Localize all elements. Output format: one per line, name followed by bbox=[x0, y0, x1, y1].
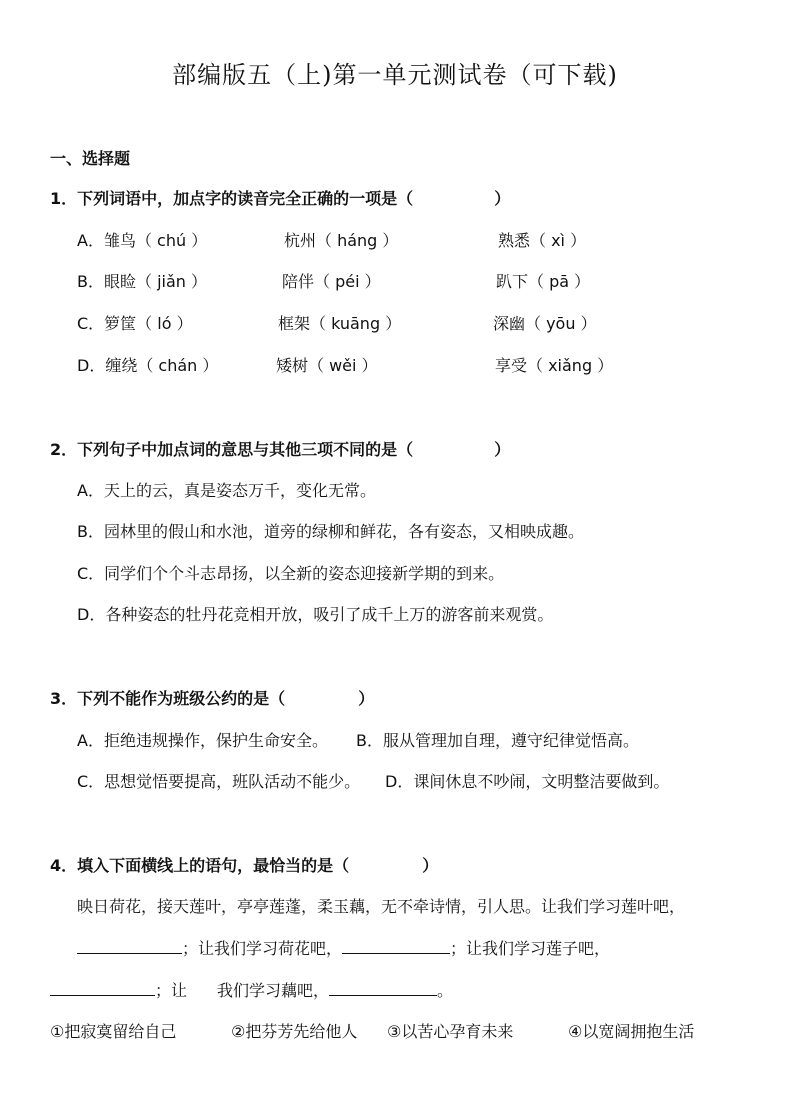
question-2-text: 2．下列句子中加点词的意思与其他三项不同的是（ bbox=[50, 440, 414, 459]
page-title: 部编版五（上)第一单元测试卷（可下载) bbox=[172, 61, 618, 89]
question-1-text: 1．下列词语中，加点字的读音完全正确的一项是（ bbox=[50, 189, 414, 208]
q1-option-a-2: 杭州（ háng ） bbox=[284, 231, 399, 250]
q4-segment-3b: 我们学习藕吧， bbox=[217, 981, 330, 1000]
q1-option-c-2: 框架（ kuāng ） bbox=[278, 314, 402, 333]
q4-segment-3a: ；让 bbox=[155, 981, 188, 1000]
question-4-text: 4．填入下面横线上的语句，最恰当的是（ bbox=[50, 856, 350, 875]
answer-blank-3[interactable] bbox=[50, 979, 155, 996]
question-1-close-paren: ） bbox=[494, 189, 511, 208]
q4-passage: 映日荷花，接天莲叶，亭亭莲蓬，柔玉藕，无不牵诗情，引人思。让我们学习莲叶吧， bbox=[77, 897, 686, 916]
q1-option-c-1: C．箩筐（ ló ） bbox=[77, 314, 193, 333]
q3-option-b: B．服从管理加自理，遵守纪律觉悟高。 bbox=[356, 731, 639, 750]
q4-segment-2: ；让我们学习莲子吧， bbox=[450, 939, 611, 958]
q4-line-2 bbox=[77, 936, 610, 959]
question-2-stem bbox=[50, 437, 510, 460]
q1-option-d-2: 矮树（ wěi ） bbox=[276, 356, 378, 375]
question-1-stem bbox=[50, 186, 510, 209]
answer-blank-1[interactable] bbox=[77, 937, 182, 954]
q4-segment-1: ；让我们学习荷花吧， bbox=[182, 939, 343, 958]
q1-option-b-3: 趴下（ pā ） bbox=[496, 272, 591, 291]
q2-option-c: C．同学们个个斗志昂扬，以全新的姿态迎接新学期的到来。 bbox=[77, 564, 505, 583]
q3-option-d: D．课间休息不吵闹，文明整洁要做到。 bbox=[385, 772, 670, 791]
question-3-text: 3．下列不能作为班级公约的是（ bbox=[50, 689, 286, 708]
question-4-close-paren: ） bbox=[422, 856, 439, 875]
q1-option-a-3: 熟悉（ xì ） bbox=[498, 231, 587, 250]
q4-choice-4: ④以宽阔拥抱生活 bbox=[568, 1022, 695, 1041]
q1-option-d-1: D．缠绕（ chán ） bbox=[77, 356, 219, 375]
question-3-stem bbox=[50, 686, 374, 709]
q4-end-mark: 。 bbox=[437, 981, 454, 1000]
answer-blank-4[interactable] bbox=[329, 979, 437, 996]
q1-option-b-2: 陪伴（ péi ） bbox=[282, 272, 381, 291]
q3-option-a: A．拒绝违规操作，保护生命安全。 bbox=[77, 731, 328, 750]
question-3-close-paren: ） bbox=[358, 689, 375, 708]
q4-choice-1: ①把寂寞留给自己 bbox=[50, 1022, 177, 1041]
q2-option-d: D．各种姿态的牡丹花竞相开放，吸引了成千上万的游客前来观赏。 bbox=[77, 605, 554, 624]
q1-option-b-1: B．眼睑（ jiǎn ） bbox=[77, 272, 207, 291]
q4-line-3 bbox=[50, 978, 453, 1001]
question-2-close-paren: ） bbox=[494, 440, 511, 459]
q2-option-a: A．天上的云，真是姿态万千，变化无常。 bbox=[77, 481, 376, 500]
q1-option-d-3: 享受（ xiǎng ） bbox=[495, 356, 614, 375]
q2-option-b: B．园林里的假山和水池，道旁的绿柳和鲜花，各有姿态，又相映成趣。 bbox=[77, 522, 584, 541]
q4-choice-2: ②把芬芳先给他人 bbox=[231, 1022, 358, 1041]
section-heading: 一、选择题 bbox=[50, 149, 131, 168]
q3-option-c: C．思想觉悟要提高，班队活动不能少。 bbox=[77, 772, 361, 791]
q1-option-c-3: 深幽（ yōu ） bbox=[493, 314, 597, 333]
answer-blank-2[interactable] bbox=[342, 937, 450, 954]
question-4-stem bbox=[50, 853, 438, 876]
q1-option-a-1: A．雏鸟（ chú ） bbox=[77, 231, 208, 250]
q4-choice-3: ③以苦心孕育未来 bbox=[387, 1022, 514, 1041]
